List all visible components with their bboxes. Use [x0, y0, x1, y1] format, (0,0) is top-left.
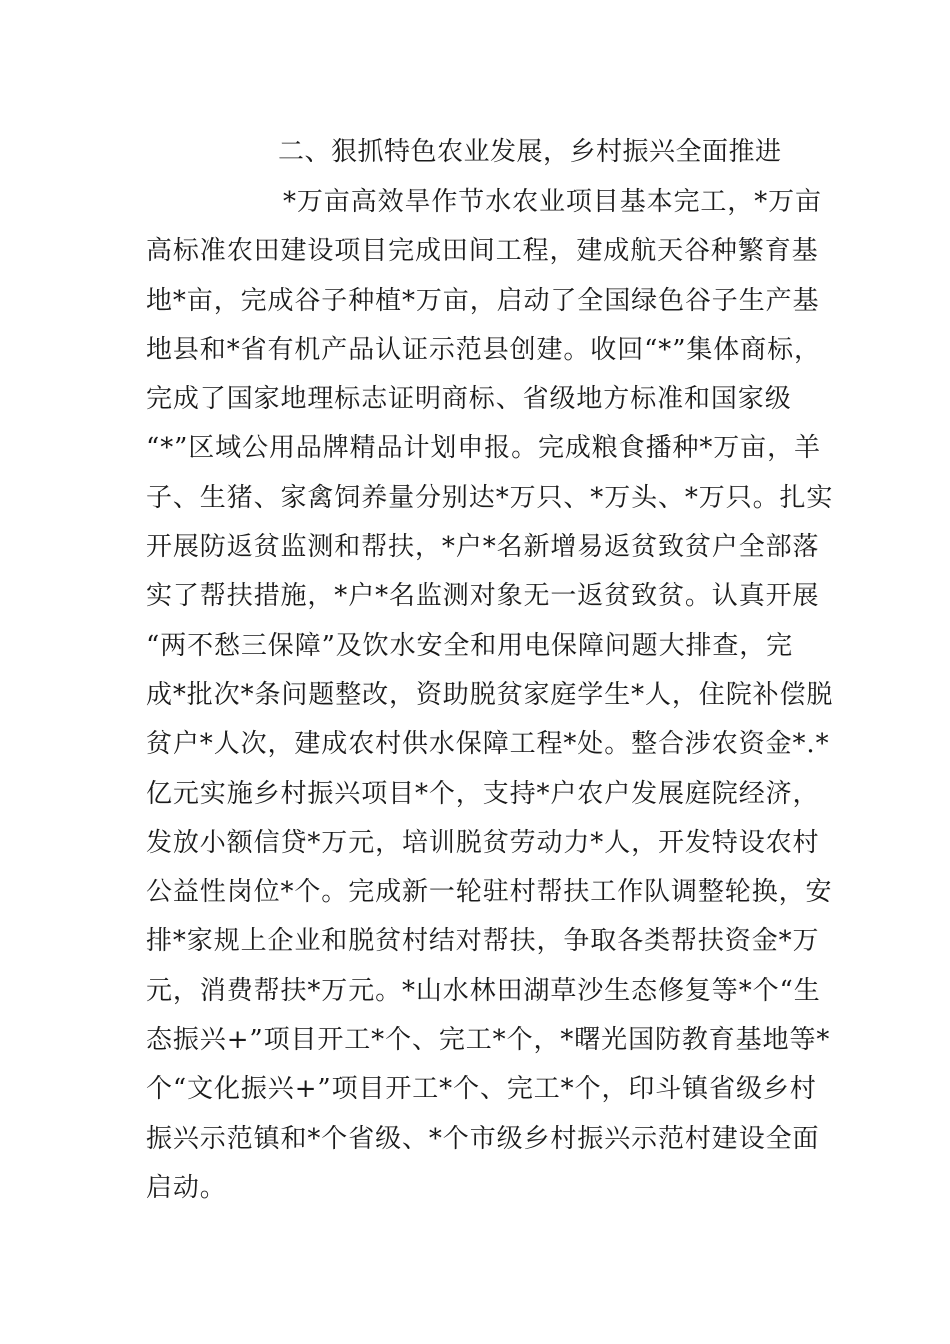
paragraph-line: 完成了国家地理标志证明商标、省级地方标准和国家级 [146, 384, 792, 415]
paragraph-line: 开展防返贫监测和帮扶，*户*名新增易返贫致贫户全部落 [146, 532, 820, 563]
paragraph-line: 启动。 [146, 1172, 227, 1203]
paragraph-line: 地县和*省有机产品认证示范县创建。收回“*”集体商标， [146, 334, 821, 365]
paragraph-line: 子、生猪、家禽饲养量分别达*万只、*万头、*万只。扎实 [146, 482, 834, 513]
paragraph-line: “*”区域公用品牌精品计划申报。完成粮食播种*万亩，羊 [146, 433, 821, 464]
paragraph-line: 贫户*人次，建成农村供水保障工程*处。整合涉农资金*.* [146, 729, 830, 760]
paragraph-line: 成*批次*条问题整改，资助脱贫家庭学生*人，住院补偿脱 [146, 679, 834, 710]
paragraph-line: 个“文化振兴+”项目开工*个、完工*个，印斗镇省级乡村 [146, 1074, 817, 1105]
paragraph-line: 振兴示范镇和*个省级、*个市级乡村振兴示范村建设全面 [146, 1123, 820, 1154]
paragraph-line: 高标准农田建设项目完成田间工程，建成航天谷种繁育基 [146, 236, 819, 267]
paragraph-line: “两不愁三保障”及饮水安全和用电保障问题大排查，完 [146, 630, 794, 661]
paragraph-line: 地*亩，完成谷子种植*万亩，启动了全国绿色谷子生产基 [146, 285, 820, 316]
paragraph-line: 元，消费帮扶*万元。*山水林田湖草沙生态修复等*个“生 [146, 975, 821, 1006]
paragraph-line: *万亩高效旱作节水农业项目基本完工，*万亩 [283, 187, 822, 217]
paragraph [146, 182, 834, 1217]
paragraph-line: 排*家规上企业和脱贫村结对帮扶，争取各类帮扶资金*万 [146, 926, 820, 957]
paragraph-line: 公益性岗位*个。完成新一轮驻村帮扶工作队调整轮换，安 [146, 877, 833, 908]
paragraph-line: 实了帮扶措施，*户*名监测对象无一返贫致贫。认真开展 [146, 581, 820, 612]
paragraph-line: 亿元实施乡村振兴项目*个，支持*户农户发展庭院经济， [146, 778, 820, 809]
section-heading: 二、狠抓特色农业发展，乡村振兴全面推进 [278, 137, 782, 167]
paragraph-line: 发放小额信贷*万元，培训脱贫劳动力*人，开发特设农村 [146, 827, 820, 858]
paragraph-line: 态振兴+”项目开工*个、完工*个，*曙光国防教育基地等* [146, 1025, 831, 1056]
